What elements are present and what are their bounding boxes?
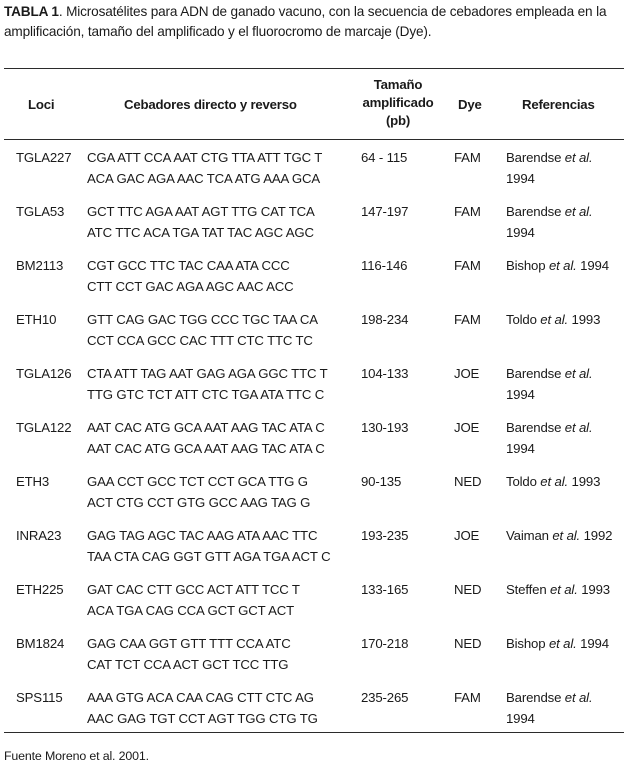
cell-locus: INRA23 <box>16 528 62 543</box>
caption-text: . Microsatélites para ADN de ganado vacuno, con la secuencia de cebadores empleada en la amplificación, tamaño del amplificado y el fluorocromo de marcaje (Dye). <box>4 4 607 39</box>
caption-label: TABLA 1 <box>4 4 59 19</box>
cell-dye: FAM <box>454 150 481 165</box>
cell-dye: NED <box>454 636 482 651</box>
primer-reverse: ATC TTC ACA TGA TAT TAC AGC AGC <box>87 225 314 240</box>
cell-reference: Barendse et al. 1994 <box>506 420 593 456</box>
cell-size: 170-218 <box>361 636 409 651</box>
table-row <box>0 633 628 687</box>
primer-forward: CTA ATT TAG AAT GAG AGA GGC TTC T <box>87 366 328 381</box>
cell-primers <box>87 201 357 243</box>
cell-primers <box>87 471 357 513</box>
primer-reverse: TTG GTC TCT ATT CTC TGA ATA TTC C <box>87 387 325 402</box>
table-caption <box>4 2 622 42</box>
cell-locus: SPS115 <box>16 690 63 705</box>
cell-primers <box>87 579 357 621</box>
cell-size: 104-133 <box>361 366 409 381</box>
cell-locus: ETH3 <box>16 474 50 489</box>
cell-reference: Barendse et al. 1994 <box>506 150 593 186</box>
cell-primers <box>87 633 357 675</box>
header-references: Referencias <box>522 97 595 112</box>
table-row <box>0 201 628 255</box>
cell-size: 147-197 <box>361 204 409 219</box>
header-primers: Cebadores directo y reverso <box>124 97 297 112</box>
cell-size: 90-135 <box>361 474 402 489</box>
primer-forward: GAG CAA GGT GTT TTT CCA ATC <box>87 636 291 651</box>
table-row <box>0 309 628 363</box>
primer-forward: GCT TTC AGA AAT AGT TTG CAT TCA <box>87 204 315 219</box>
cell-reference: Vaiman et al. 1992 <box>506 528 613 543</box>
cell-size: 193-235 <box>361 528 409 543</box>
cell-dye: FAM <box>454 258 481 273</box>
primer-forward: AAA GTG ACA CAA CAG CTT CTC AG <box>87 690 314 705</box>
cell-locus: TGLA53 <box>16 204 65 219</box>
table-row <box>0 579 628 633</box>
cell-primers <box>87 525 357 567</box>
cell-locus: ETH225 <box>16 582 64 597</box>
cell-size: 133-165 <box>361 582 409 597</box>
primer-reverse: ACT CTG CCT GTG GCC AAG TAG G <box>87 495 311 510</box>
cell-reference: Barendse et al. 1994 <box>506 204 593 240</box>
cell-reference: Bishop et al. 1994 <box>506 258 609 273</box>
cell-reference: Bishop et al. 1994 <box>506 636 609 651</box>
table-row <box>0 471 628 525</box>
primer-reverse: TAA CTA CAG GGT GTT AGA TGA ACT C <box>87 549 331 564</box>
cell-locus: TGLA227 <box>16 150 72 165</box>
header-loci: Loci <box>28 97 55 112</box>
cell-dye: FAM <box>454 312 481 327</box>
cell-dye: NED <box>454 474 482 489</box>
primer-forward: GAG TAG AGC TAC AAG ATA AAC TTC <box>87 528 318 543</box>
primer-reverse: CAT TCT CCA ACT GCT TCC TTG <box>87 657 289 672</box>
header-size-line1: Tamaño <box>373 77 423 92</box>
cell-dye: NED <box>454 582 482 597</box>
primer-forward: CGT GCC TTC TAC CAA ATA CCC <box>87 258 290 273</box>
table-body <box>0 147 628 741</box>
cell-primers <box>87 687 357 729</box>
primer-forward: GTT CAG GAC TGG CCC TGC TAA CA <box>87 312 318 327</box>
table-header-rule <box>4 139 624 140</box>
cell-primers <box>87 255 357 297</box>
source-note: Fuente Moreno et al. 2001. <box>4 749 149 763</box>
cell-locus: ETH10 <box>16 312 57 327</box>
table-row <box>0 525 628 579</box>
cell-size: 130-193 <box>361 420 409 435</box>
cell-locus: TGLA126 <box>16 366 72 381</box>
primer-reverse: AAT CAC ATG GCA AAT AAG TAC ATA C <box>87 441 325 456</box>
table-row <box>0 255 628 309</box>
cell-locus: TGLA122 <box>16 420 72 435</box>
cell-reference: Toldo et al. 1993 <box>506 312 601 327</box>
header-size <box>356 76 440 130</box>
table-row <box>0 417 628 471</box>
cell-primers <box>87 363 357 405</box>
cell-reference: Barendse et al. 1994 <box>506 366 593 402</box>
cell-size: 235-265 <box>361 690 409 705</box>
cell-dye: FAM <box>454 690 481 705</box>
header-size-line2: amplificado <box>362 95 434 110</box>
cell-reference: Toldo et al. 1993 <box>506 474 601 489</box>
cell-locus: BM1824 <box>16 636 65 651</box>
primer-forward: AAT CAC ATG GCA AAT AAG TAC ATA C <box>87 420 325 435</box>
primer-forward: GAA CCT GCC TCT CCT GCA TTG G <box>87 474 308 489</box>
cell-dye: FAM <box>454 204 481 219</box>
cell-dye: JOE <box>454 420 480 435</box>
table-top-rule <box>4 68 624 69</box>
cell-dye: JOE <box>454 366 480 381</box>
cell-primers <box>87 309 357 351</box>
table-row <box>0 363 628 417</box>
primer-reverse: ACA TGA CAG CCA GCT GCT ACT <box>87 603 294 618</box>
primer-forward: GAT CAC CTT GCC ACT ATT TCC T <box>87 582 300 597</box>
cell-primers <box>87 147 357 189</box>
table-bottom-rule <box>4 732 624 733</box>
primer-reverse: ACA GAC AGA AAC TCA ATG AAA GCA <box>87 171 321 186</box>
cell-reference: Barendse et al. 1994 <box>506 690 593 726</box>
cell-primers <box>87 417 357 459</box>
cell-locus: BM2113 <box>16 258 64 273</box>
cell-size: 116-146 <box>361 258 408 273</box>
header-dye: Dye <box>458 97 482 112</box>
primer-reverse: CCT CCA GCC CAC TTT CTC TTC TC <box>87 333 313 348</box>
header-size-line3: (pb) <box>385 113 411 128</box>
cell-size: 64 - 115 <box>361 150 408 165</box>
cell-size: 198-234 <box>361 312 409 327</box>
cell-dye: JOE <box>454 528 480 543</box>
primer-reverse: AAC GAG TGT CCT AGT TGG CTG TG <box>87 711 318 726</box>
primer-reverse: CTT CCT GAC AGA AGC AAC ACC <box>87 279 294 294</box>
table-row <box>0 147 628 201</box>
cell-reference: Steffen et al. 1993 <box>506 582 610 597</box>
primer-forward: CGA ATT CCA AAT CTG TTA ATT TGC T <box>87 150 323 165</box>
